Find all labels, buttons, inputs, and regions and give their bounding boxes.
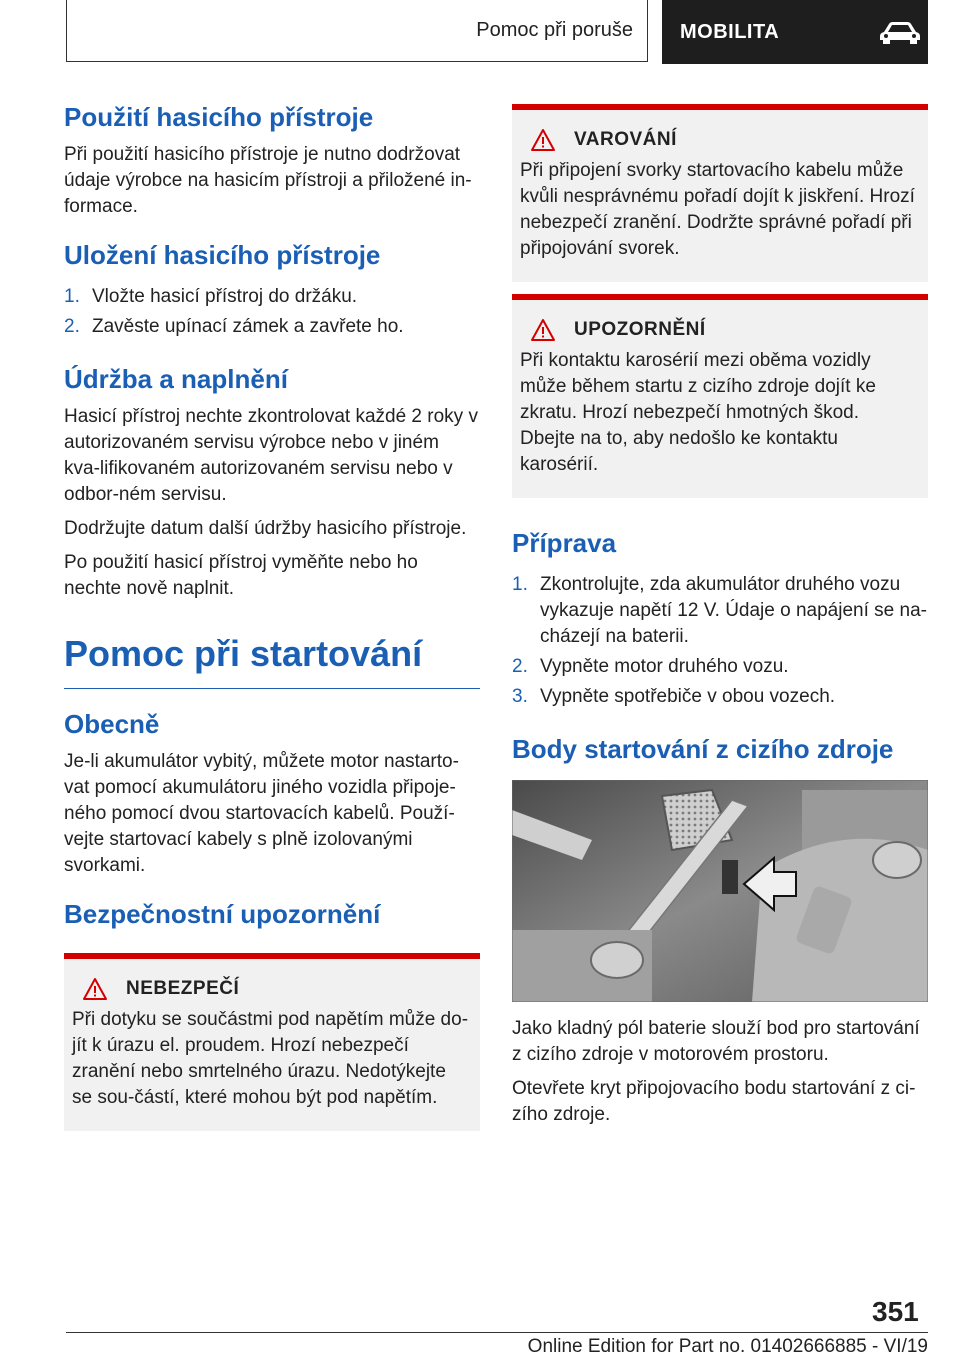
list-item: 3. Vypněte spotřebiče v obou vozech. (512, 686, 836, 707)
caution-title: UPOZORNĚNÍ (574, 319, 706, 340)
danger-box (64, 953, 480, 1131)
paragraph: Jako kladný pól baterie slouží bod pro startování z cizího zdroje v motorovém prostoru. (512, 1018, 920, 1065)
warning-triangle-icon (82, 977, 108, 1001)
warning-title: VAROVÁNÍ (574, 129, 677, 150)
warning-triangle-icon (530, 318, 556, 342)
preparation-steps (512, 572, 928, 710)
paragraph: Dodržujte datum další údržby hasicího přístroje. (64, 518, 467, 539)
heading-jump-start-points: Body startování z cizího zdroje (512, 734, 894, 764)
storage-steps (64, 284, 480, 340)
warning-box (512, 104, 928, 282)
list-item: 1. Zkontrolujte, zda akumulátor druhého vozu vykazuje napětí 12 V. Údaje o napájení se na-cházejí na baterii. (512, 574, 927, 647)
heading-fire-extinguisher-use: Použití hasicího přístroje (64, 102, 374, 132)
paragraph: Hasicí přístroj nechte zkontrolovat každé 2 roky v autorizovaném servisu výrobce nebo v jiném kva-lifikovaném autorizovaném servisu nebo v odbor-ném servisu. (64, 406, 478, 505)
list-item: 2. Zavěste upínací zámek a zavřete ho. (64, 316, 404, 337)
warning-triangle-icon (530, 128, 556, 152)
paragraph: Je-li akumulátor vybitý, můžete motor nastarto-vat pomocí akumulátoru jiného vozidla připoje-ného pomocí dvou startovacích kabelů. Použí-vejte startovací kabely s plně izolovanými svorkami. (64, 751, 459, 876)
engine-bay-photo (512, 780, 928, 1002)
danger-title: NEBEZPEČÍ (126, 978, 240, 999)
heading-safety-notes: Bezpečnostní upozornění (64, 899, 381, 929)
heading-preparation: Příprava (512, 528, 617, 558)
chapter-tab (662, 0, 928, 64)
paragraph: Při použití hasicího přístroje je nutno dodržovat údaje výrobce na hasicím přístroji a přiložené in-formace. (64, 144, 472, 217)
danger-text: Při dotyku se součástmi pod napětím může do-jít k úrazu el. proudem. Hrozí nebezpečí zranění nebo smrtelného úrazu. Nedotýkejte se sou-částí, které mohou být pod napětím. (72, 1009, 469, 1108)
heading-fire-extinguisher-storage: Uložení hasicího přístroje (64, 240, 381, 270)
right-column (512, 104, 928, 1128)
heading-maintenance: Údržba a naplnění (64, 364, 288, 394)
left-column (64, 100, 480, 1131)
paragraph: Otevřete kryt připojovacího bodu startování z ci-zího zdroje. (512, 1078, 916, 1125)
warning-text: Při připojení svorky startovacího kabelu může kvůli nesprávnému pořadí dojít k jiskření. Hrozí nebezpečí zranění. Dodržte správné pořadí při připojování svorek. (520, 160, 915, 259)
list-item: 1. Vložte hasicí přístroj do držáku. (64, 286, 358, 307)
list-item: 2. Vypněte motor druhého vozu. (512, 656, 789, 677)
edition-info: Online Edition for Part no. 01402666885 - VI/19 (527, 1336, 928, 1357)
chapter-title: MOBILITA (680, 20, 780, 43)
page-number: 351 (872, 1296, 919, 1327)
section-title: Pomoc při poruše (66, 0, 648, 62)
caution-box (512, 294, 928, 498)
caution-text: Při kontaktu karosérií mezi oběma vozidly může během startu z cizího zdroje dojít ke zkratu. Hrozí nebezpečí hmotných škod. Dbejte na to, aby nedošlo ke kontaktu karosérií. (520, 350, 876, 475)
heading-general: Obecně (64, 709, 160, 739)
chapter-heading-jump-start: Pomoc při startování (64, 632, 480, 689)
footer-divider (66, 1332, 928, 1333)
paragraph: Po použití hasicí přístroj vyměňte nebo ho nechte nově naplnit. (64, 552, 418, 599)
car-icon (878, 20, 922, 44)
page-header (66, 0, 928, 64)
